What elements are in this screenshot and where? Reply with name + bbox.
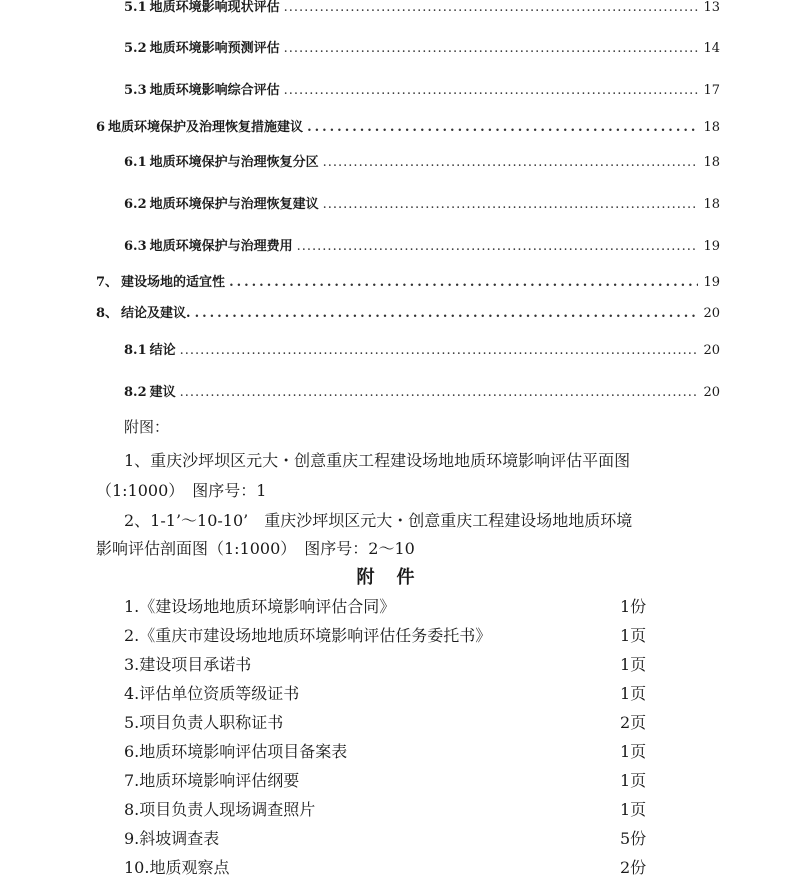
toc-number: 8、 [96, 306, 119, 321]
attachment-count: 1页 [620, 742, 647, 761]
toc-title: 地质环境影响预测评估 [149, 41, 280, 56]
attachments-heading: 附件 [356, 567, 437, 588]
attachment-name: 2.《重庆市建设场地地质环境影响评估任务委托书》 [124, 626, 492, 645]
toc-leader [195, 306, 698, 321]
attachment-count: 1页 [620, 800, 647, 819]
toc-entry[interactable] [124, 381, 720, 400]
attachment-name: 6.地质环境影响评估项目备案表 [124, 742, 348, 761]
attachment-item [124, 652, 664, 675]
figure-item-1-line-1: 1、重庆沙坪坝区元大・创意重庆工程建设场地地质环境影响评估平面图 [124, 451, 631, 470]
toc-number: 5.1 [124, 0, 147, 15]
toc-page: 19 [703, 275, 720, 290]
toc-number: 8.1 [124, 343, 147, 358]
toc-entry[interactable] [124, 151, 720, 170]
toc-number: 6.1 [124, 155, 147, 170]
toc-number: 6.3 [124, 239, 147, 254]
toc-page: 17 [703, 83, 720, 98]
attachment-name: 4.评估单位资质等级证书 [124, 684, 300, 703]
toc-leader [284, 83, 698, 98]
toc-page: 20 [703, 306, 720, 321]
toc-number: 5.2 [124, 41, 147, 56]
toc-entry[interactable] [96, 302, 720, 321]
toc-entry[interactable] [124, 235, 720, 254]
toc-title: 建议 [149, 385, 176, 400]
toc-entry[interactable] [124, 79, 720, 98]
attachment-count: 2份 [620, 858, 647, 877]
toc-page: 18 [703, 155, 720, 170]
toc-page: 18 [703, 197, 720, 212]
attachment-name: 10.地质观察点 [124, 858, 230, 877]
figures-label: 附图： [124, 418, 170, 436]
toc-page: 19 [703, 239, 720, 254]
toc-page: 18 [703, 120, 720, 135]
attachment-item [124, 710, 664, 733]
attachment-name: 9.斜坡调查表 [124, 829, 220, 848]
toc-leader [307, 120, 698, 135]
toc-page: 20 [703, 385, 720, 400]
attachment-name: 3.建设项目承诺书 [124, 655, 252, 674]
attachment-count: 2页 [620, 713, 647, 732]
toc-leader [229, 275, 698, 290]
toc-entry[interactable] [96, 271, 720, 290]
toc-entry[interactable] [124, 0, 720, 15]
toc-leader [284, 41, 698, 56]
toc-page: 13 [703, 0, 720, 15]
toc-page: 14 [703, 41, 720, 56]
toc-number: 8.2 [124, 385, 147, 400]
toc-leader [297, 239, 698, 254]
attachment-name: 7.地质环境影响评估纲要 [124, 771, 300, 790]
attachment-name: 8.项目负责人现场调查照片 [124, 800, 316, 819]
toc-title: 地质环境影响综合评估 [149, 83, 280, 98]
toc-number: 7、 [96, 275, 119, 290]
attachment-count: 1页 [620, 655, 647, 674]
toc-title: 结论 [149, 343, 176, 358]
toc-leader [180, 343, 698, 358]
toc-number: 5.3 [124, 83, 147, 98]
attachment-count: 5份 [620, 829, 647, 848]
attachment-name: 5.项目负责人职称证书 [124, 713, 284, 732]
figure-item-1-line-2: （1:1000） 图序号：1 [96, 481, 267, 500]
toc-leader [284, 0, 698, 15]
toc-entry[interactable] [96, 116, 720, 135]
toc-number: 6 [96, 120, 106, 135]
toc-number: 6.2 [124, 197, 147, 212]
attachment-item [124, 855, 664, 878]
toc-title: 地质环境保护及治理恢复措施建议 [108, 120, 304, 135]
toc-leader [323, 197, 698, 212]
figure-item-2-line-2: 影响评估剖面图（1:1000） 图序号：2～10 [96, 539, 415, 558]
attachment-item [124, 826, 664, 849]
toc-title: 结论及建议. [121, 306, 191, 321]
attachment-name: 1.《建设场地地质环境影响评估合同》 [124, 597, 396, 616]
attachment-item [124, 594, 664, 617]
toc-entry[interactable] [124, 37, 720, 56]
toc-title: 地质环境保护与治理恢复分区 [149, 155, 319, 170]
attachment-item [124, 681, 664, 704]
attachment-count: 1页 [620, 771, 647, 790]
toc-title: 地质环境保护与治理恢复建议 [149, 197, 319, 212]
attachment-item [124, 623, 664, 646]
attachment-item [124, 797, 664, 820]
toc-entry[interactable] [124, 193, 720, 212]
attachment-count: 1份 [620, 597, 647, 616]
toc-page: 20 [703, 343, 720, 358]
toc-leader [180, 385, 698, 400]
toc-title: 地质环境保护与治理费用 [149, 239, 293, 254]
toc-entry[interactable] [124, 339, 720, 358]
toc-title: 地质环境影响现状评估 [149, 0, 280, 15]
figure-item-2-line-1: 2、1-1’～10-10’ 重庆沙坪坝区元大・创意重庆工程建设场地地质环境 [124, 511, 633, 530]
toc-leader [323, 155, 698, 170]
attachment-count: 1页 [620, 684, 647, 703]
attachment-count: 1页 [620, 626, 647, 645]
toc-title: 建设场地的适宜性 [121, 275, 226, 290]
attachment-item [124, 739, 664, 762]
attachment-item [124, 768, 664, 791]
